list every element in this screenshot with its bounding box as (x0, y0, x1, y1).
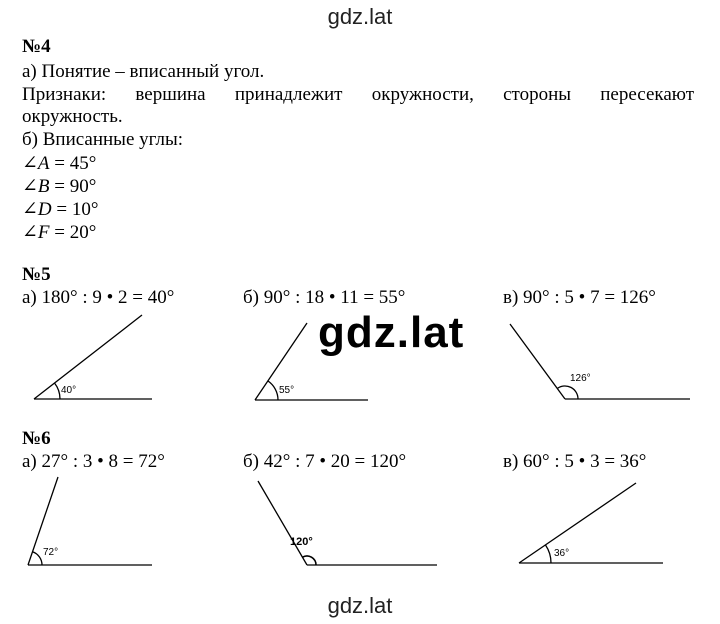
angle-symbol: ∠ (22, 153, 38, 174)
watermark-middle: gdz.lat (318, 308, 465, 357)
task5-equation-b: б) 90° : 18 • 11 = 55° (243, 287, 406, 308)
angle-label-6a: 72° (43, 547, 59, 558)
task5-equation-c: в) 90° : 5 • 7 = 126° (503, 287, 656, 308)
task6-heading: №6 (22, 428, 51, 449)
task5-heading: №5 (22, 264, 51, 285)
task4-signs-continue: окружность. (22, 106, 123, 127)
angle-symbol: ∠ (22, 222, 38, 243)
signs-word: принадлежит (234, 84, 343, 105)
angle-figure-6b (258, 481, 437, 565)
angle-letter: B (37, 176, 50, 197)
angle-value: = 20° (49, 222, 97, 243)
task4-line-b: б) Вписанные углы: (22, 129, 183, 150)
angle-label-6c: 36° (554, 548, 570, 559)
angle-figure-6c (519, 483, 663, 563)
angle-letter: F (37, 222, 50, 243)
signs-word: Признаки: (22, 84, 107, 105)
signs-word: стороны (503, 84, 572, 105)
angle-value: = 45° (49, 153, 97, 174)
angle-figure-5a (34, 315, 152, 399)
signs-word: окружности, (371, 84, 474, 105)
task6-equation-a: а) 27° : 3 • 8 = 72° (22, 451, 165, 472)
signs-word: вершина (135, 84, 206, 105)
watermark-top: gdz.lat (327, 4, 393, 29)
angle-figure-5b (255, 323, 368, 400)
signs-word: пересекают (600, 84, 694, 105)
task6-equation-c: в) 60° : 5 • 3 = 36° (503, 451, 647, 472)
task4-line-a: а) Понятие – вписанный угол. (22, 61, 265, 82)
task5-equation-a: а) 180° : 9 • 2 = 40° (22, 287, 175, 308)
angle-symbol: ∠ (22, 176, 38, 197)
angle-symbol: ∠ (22, 199, 38, 220)
angle-label-5b: 55° (279, 385, 295, 396)
task4-heading: №4 (22, 36, 51, 57)
angle-figure-5c (510, 324, 690, 399)
angle-letter: A (37, 153, 50, 174)
angle-value: = 10° (51, 199, 99, 220)
angle-label-5c: 126° (570, 373, 591, 384)
angle-label-5a: 40° (61, 385, 77, 396)
task6-equation-b: б) 42° : 7 • 20 = 120° (243, 451, 407, 472)
watermark-bottom: gdz.lat (327, 593, 393, 618)
angle-letter: D (37, 199, 52, 220)
angle-label-6b: 120° (290, 536, 313, 548)
angle-value: = 90° (49, 176, 97, 197)
